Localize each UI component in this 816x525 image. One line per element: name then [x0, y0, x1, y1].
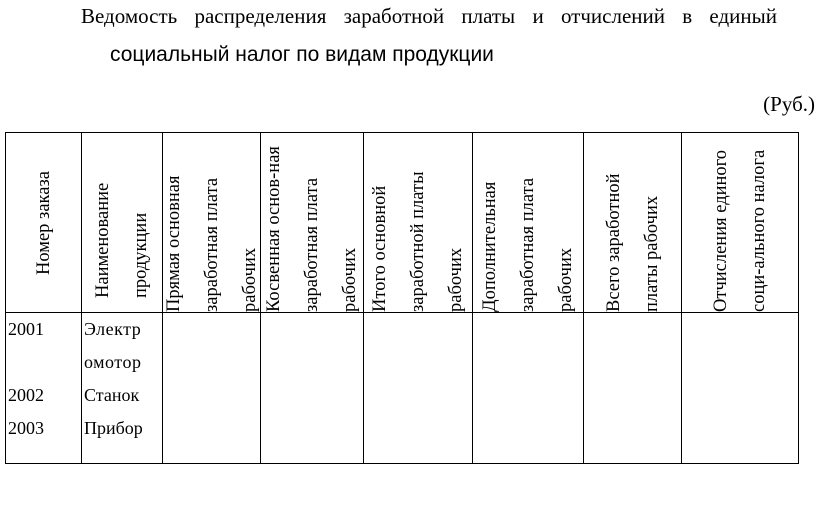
header-cell-social-tax	[682, 133, 799, 313]
product-name: Станок	[84, 385, 140, 405]
total-wage-cell	[584, 313, 682, 464]
direct-wage-cell	[163, 313, 261, 464]
order-number: 2001	[8, 319, 44, 339]
payroll-table	[5, 132, 799, 464]
indirect-wage-cell	[261, 313, 364, 464]
header-total-wage: Всего заработной платы рабочих	[603, 172, 662, 312]
header-cell-product-name	[82, 133, 163, 313]
header-indirect-wage: Косвенная основ-ная заработная плата рабочих	[264, 145, 360, 312]
document-title-line-2: социальный налог по видам продукции	[110, 43, 494, 66]
product-name: Электр	[84, 319, 142, 339]
header-cell-total-base-wage	[364, 133, 473, 313]
additional-wage-cell	[473, 313, 584, 464]
total-base-wage-cell	[364, 313, 473, 464]
social-tax-cell	[682, 313, 799, 464]
header-total-base-wage: Итого основной заработной платы рабочих	[370, 170, 466, 312]
order-number: 2003	[8, 418, 44, 438]
header-cell-direct-wage	[163, 133, 261, 313]
table-row	[6, 313, 799, 464]
header-social-tax: Отчисления единого соци-ального налога	[711, 149, 769, 312]
order-number: 2002	[8, 385, 44, 405]
header-cell-order-number	[6, 133, 82, 313]
order-number-cell	[6, 313, 82, 464]
product-name: омотор	[84, 352, 142, 372]
currency-unit: (Руб.)	[763, 92, 815, 116]
header-direct-wage: Прямая основная заработная плата рабочих	[163, 175, 260, 312]
product-name-cell	[82, 313, 163, 464]
document-title-line-1: Ведомость распределения заработной платы и отчислений в единый	[81, 4, 777, 28]
table-header-row	[6, 133, 799, 313]
header-product-name: Наименование продукции	[93, 182, 151, 298]
header-cell-total-wage	[584, 133, 682, 313]
header-cell-additional-wage	[473, 133, 584, 313]
header-order-number: Номер заказа	[33, 170, 54, 275]
header-cell-indirect-wage	[261, 133, 364, 313]
product-name: Прибор	[84, 418, 143, 438]
header-additional-wage: Дополнительная заработная плата рабочих	[480, 177, 576, 312]
